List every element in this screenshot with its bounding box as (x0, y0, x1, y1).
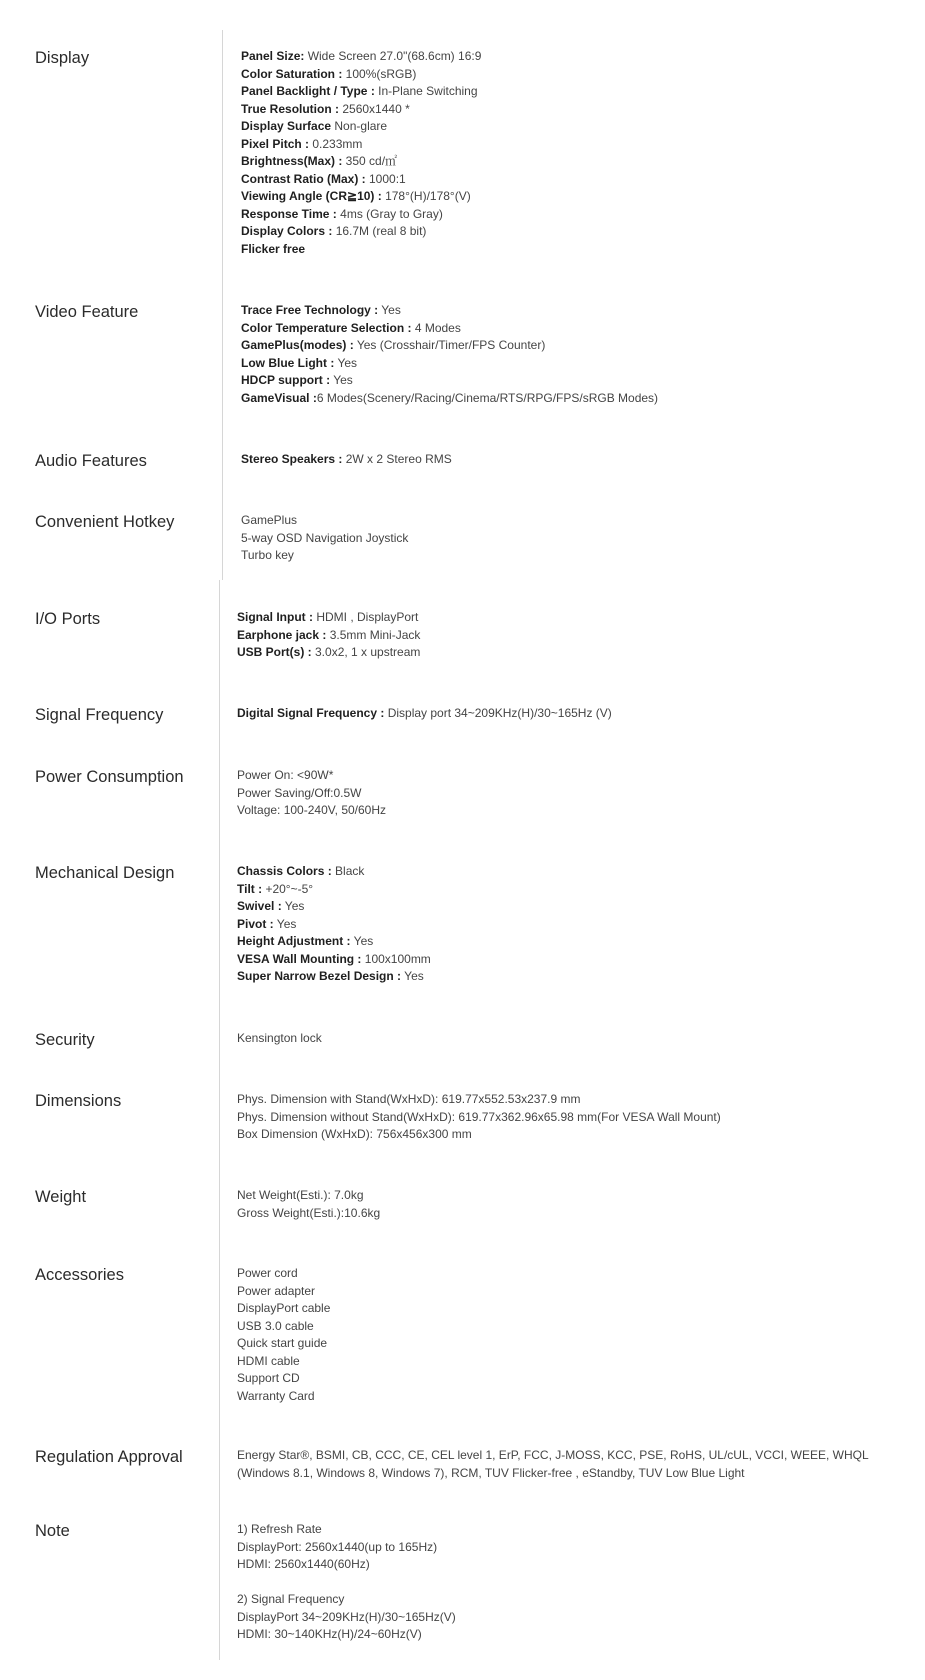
spec-key: Swivel : (237, 899, 282, 913)
section-label: Video Feature (35, 303, 139, 321)
spec-value: 100%(sRGB) (342, 66, 417, 81)
spec-key: Chassis Colors : (237, 864, 332, 878)
spec-value: 0.233mm (309, 136, 363, 151)
spec-key: USB Port(s) : (237, 645, 312, 659)
spec-value: In-Plane Switching (374, 84, 478, 98)
section-label: Display (35, 49, 90, 67)
spec-line (241, 390, 658, 408)
section-content (237, 1265, 330, 1405)
spec-line (237, 1626, 456, 1644)
spec-line (237, 1539, 456, 1557)
spec-value: 3.0x2, 1 x upstream (311, 645, 421, 659)
spec-value: 178°(H)/178°(V) (381, 189, 471, 203)
section-content (241, 451, 452, 469)
spec-value: 1) Refresh Rate (237, 1522, 322, 1536)
spec-line (241, 66, 481, 84)
spec-key: Tilt : (237, 881, 263, 896)
spec-key: HDCP support : (241, 373, 331, 387)
spec-line (237, 1126, 721, 1144)
spec-value: HDMI: 30~140KHz(H)/24~60Hz(V) (237, 1627, 422, 1641)
section-label: Signal Frequency (35, 706, 164, 724)
spec-line (241, 118, 481, 136)
spec-key: GameVisual : (241, 390, 317, 405)
spec-value: Quick start guide (237, 1336, 328, 1350)
spec-value: Turbo key (241, 548, 294, 562)
spec-line (241, 223, 481, 241)
spec-value: Yes (334, 355, 358, 370)
section-content (237, 609, 420, 662)
section-label: I/O Ports (35, 610, 101, 628)
spec-value: Phys. Dimension without Stand(WxHxD): 619.77x362.96x65.98 mm(For VESA Wall Mount) (237, 1109, 721, 1124)
spec-key: Contrast Ratio (Max) : (241, 171, 366, 186)
spec-line (237, 1091, 721, 1109)
spec-line (237, 609, 420, 627)
section-content (237, 767, 386, 820)
spec-value: Voltage: 100-240V, 50/60Hz (237, 803, 387, 817)
spec-value: Power On: <90W* (237, 768, 334, 782)
spec-key: True Resolution : (241, 101, 340, 116)
section-label: Regulation Approval (35, 1448, 183, 1466)
section-content (237, 863, 431, 986)
section-content (237, 1030, 322, 1048)
spec-line (237, 1187, 380, 1205)
spec-key: Pivot : (237, 916, 274, 931)
spec-line (237, 627, 420, 645)
spec-line (237, 1205, 380, 1223)
spec-line (237, 785, 386, 803)
spec-line (237, 1370, 330, 1388)
section-content (241, 48, 481, 258)
spec-line (237, 644, 420, 662)
spec-line (241, 83, 481, 101)
spec-line (237, 1591, 456, 1609)
spec-value: Net Weight(Esti.): 7.0kg (237, 1188, 364, 1202)
spec-value: Yes (Crosshair/Timer/FPS Counter) (353, 338, 546, 352)
spec-value: Phys. Dimension with Stand(WxHxD): 619.77x552.53x237.9 mm (237, 1092, 581, 1106)
section-content (237, 705, 612, 723)
spec-key: Trace Free Technology : (241, 303, 379, 317)
spec-line (241, 372, 658, 390)
spec-line (237, 1318, 330, 1336)
spec-value: 100x100mm (361, 951, 431, 966)
section-label: Accessories (35, 1266, 124, 1284)
spec-value: 2W x 2 Stereo RMS (342, 452, 452, 466)
spec-line (241, 530, 408, 548)
spec-line (237, 968, 431, 986)
spec-value: Power Saving/Off:0.5W (237, 785, 362, 800)
spec-value: HDMI: 2560x1440(60Hz) (237, 1557, 370, 1571)
spec-line (237, 1556, 456, 1574)
section-content (237, 1187, 380, 1222)
spec-value: Yes (281, 899, 305, 913)
spec-value: HDMI cable (237, 1353, 300, 1368)
spec-line (237, 1030, 322, 1048)
spec-line (241, 512, 408, 530)
spec-value: 2560x1440 * (339, 101, 410, 116)
section-content (241, 512, 408, 565)
spec-value: Yes (273, 916, 297, 931)
spec-value: Support CD (237, 1371, 300, 1385)
spec-value: Kensington lock (237, 1031, 322, 1045)
spec-value: GamePlus (241, 513, 298, 527)
section-label: Dimensions (35, 1092, 122, 1110)
spec-value: Gross Weight(Esti.):10.6kg (237, 1205, 381, 1220)
spec-key: Earphone jack : (237, 627, 327, 642)
section-label: Audio Features (35, 452, 147, 470)
spec-line (241, 188, 481, 206)
spec-line (237, 802, 386, 820)
spec-key: Signal Input : (237, 610, 313, 624)
spec-value: Non-glare (331, 119, 388, 133)
spec-key: Stereo Speakers : (241, 452, 343, 466)
spec-value: Warranty Card (237, 1388, 315, 1403)
spec-value: 1000:1 (365, 171, 406, 186)
spec-value: Yes (330, 373, 353, 387)
spec-value: Box Dimension (WxHxD): 756x456x300 mm (237, 1127, 472, 1141)
spec-key: Color Temperature Selection : (241, 320, 412, 335)
spec-line (237, 916, 431, 934)
section-label: Power Consumption (35, 768, 184, 786)
spec-line (241, 320, 658, 338)
spec-line (241, 337, 658, 355)
spec-key: VESA Wall Mounting : (237, 951, 362, 966)
spec-value: +20°~-5° (262, 881, 314, 896)
spec-line (241, 241, 481, 259)
spec-value: Power adapter (237, 1283, 316, 1298)
spec-line (237, 933, 431, 951)
spec-key: Brightness(Max) : (241, 154, 343, 168)
section-label: Convenient Hotkey (35, 513, 175, 531)
spec-value: 3.5mm Mini-Jack (326, 627, 421, 642)
spec-key: Flicker free (241, 241, 306, 256)
spec-key: Pixel Pitch : (241, 136, 310, 151)
spec-key: Response Time : (241, 206, 337, 221)
spec-key: Digital Signal Frequency : (237, 706, 385, 720)
spec-key: Low Blue Light : (241, 355, 335, 370)
spec-line (241, 136, 481, 154)
spec-line (237, 1300, 330, 1318)
section-content (237, 1091, 721, 1144)
spec-line (241, 302, 658, 320)
regulation-text: Energy Star®, BSMI, CB, CCC, CE, CEL level 1, ErP, FCC, J-MOSS, KCC, PSE, RoHS, UL/cUL, VCCI, WEEE, WHQL (Windows 8.1, Windows 8, Windows 7), RCM, TUV Flicker-free , eStandby, TUV Low Blue Light (237, 1448, 869, 1480)
spec-line (237, 1521, 456, 1539)
spec-key: Height Adjustment : (237, 934, 351, 948)
spec-value: DisplayPort 34~209KHz(H)/30~165Hz(V) (237, 1609, 456, 1624)
spec-value: 5-way OSD Navigation Joystick (241, 530, 409, 545)
spec-line (241, 48, 481, 66)
spec-line (237, 767, 386, 785)
spec-line (237, 1109, 721, 1127)
column-divider-bottom (219, 580, 220, 1660)
spec-line (237, 1574, 456, 1592)
section-content (241, 302, 658, 407)
spec-key: Display Colors : (241, 224, 333, 238)
spec-line (237, 1283, 330, 1301)
spec-value: DisplayPort cable (237, 1301, 331, 1315)
spec-line (237, 1265, 330, 1283)
spec-key: Color Saturation : (241, 66, 343, 81)
spec-line (237, 1388, 330, 1406)
spec-value: Yes (401, 969, 424, 983)
spec-value: HDMI , DisplayPort (313, 610, 419, 624)
spec-line (237, 705, 612, 723)
spec-line (241, 547, 408, 565)
spec-key: Super Narrow Bezel Design : (237, 969, 402, 983)
spec-value: 4ms (Gray to Gray) (336, 206, 443, 221)
spec-value: DisplayPort: 2560x1440(up to 165Hz) (237, 1539, 438, 1554)
spec-value: Power cord (237, 1266, 298, 1280)
spec-line (237, 1353, 330, 1371)
column-divider-top (222, 30, 223, 580)
section-label: Note (35, 1522, 70, 1540)
section-content (237, 1521, 456, 1644)
spec-line (237, 1335, 330, 1353)
spec-line (237, 951, 431, 969)
spec-line (241, 355, 658, 373)
spec-line (241, 153, 481, 171)
spec-value: Black (331, 864, 365, 878)
spec-value: Wide Screen 27.0"(68.6cm) 16:9 (304, 49, 482, 63)
section-label: Security (35, 1031, 95, 1049)
spec-value: Display port 34~209KHz(H)/30~165Hz (V) (384, 706, 612, 720)
spec-value: Yes (350, 934, 374, 948)
spec-line (241, 101, 481, 119)
spec-key: Panel Backlight / Type : (241, 84, 375, 98)
spec-line (237, 881, 431, 899)
spec-value: 2) Signal Frequency (237, 1592, 345, 1606)
spec-key: Viewing Angle (CR≧10) : (241, 189, 382, 203)
section-label: Mechanical Design (35, 864, 175, 882)
spec-line (237, 1609, 456, 1627)
spec-line (237, 863, 431, 881)
spec-key: Display Surface (241, 119, 332, 133)
spec-line (237, 898, 431, 916)
spec-value: 4 Modes (411, 320, 461, 335)
spec-value: Yes (378, 303, 401, 317)
spec-value: 6 Modes(Scenery/Racing/Cinema/RTS/RPG/FPS/sRGB Modes) (316, 390, 659, 405)
spec-value: 350 cd/㎡ (342, 154, 398, 168)
spec-value: USB 3.0 cable (237, 1318, 314, 1333)
section-label: Weight (35, 1188, 87, 1206)
spec-key: Panel Size: (241, 49, 305, 63)
spec-value: 16.7M (real 8 bit) (332, 224, 427, 238)
spec-line (241, 171, 481, 189)
spec-line (241, 206, 481, 224)
spec-line (241, 451, 452, 469)
spec-key: GamePlus(modes) : (241, 338, 354, 352)
